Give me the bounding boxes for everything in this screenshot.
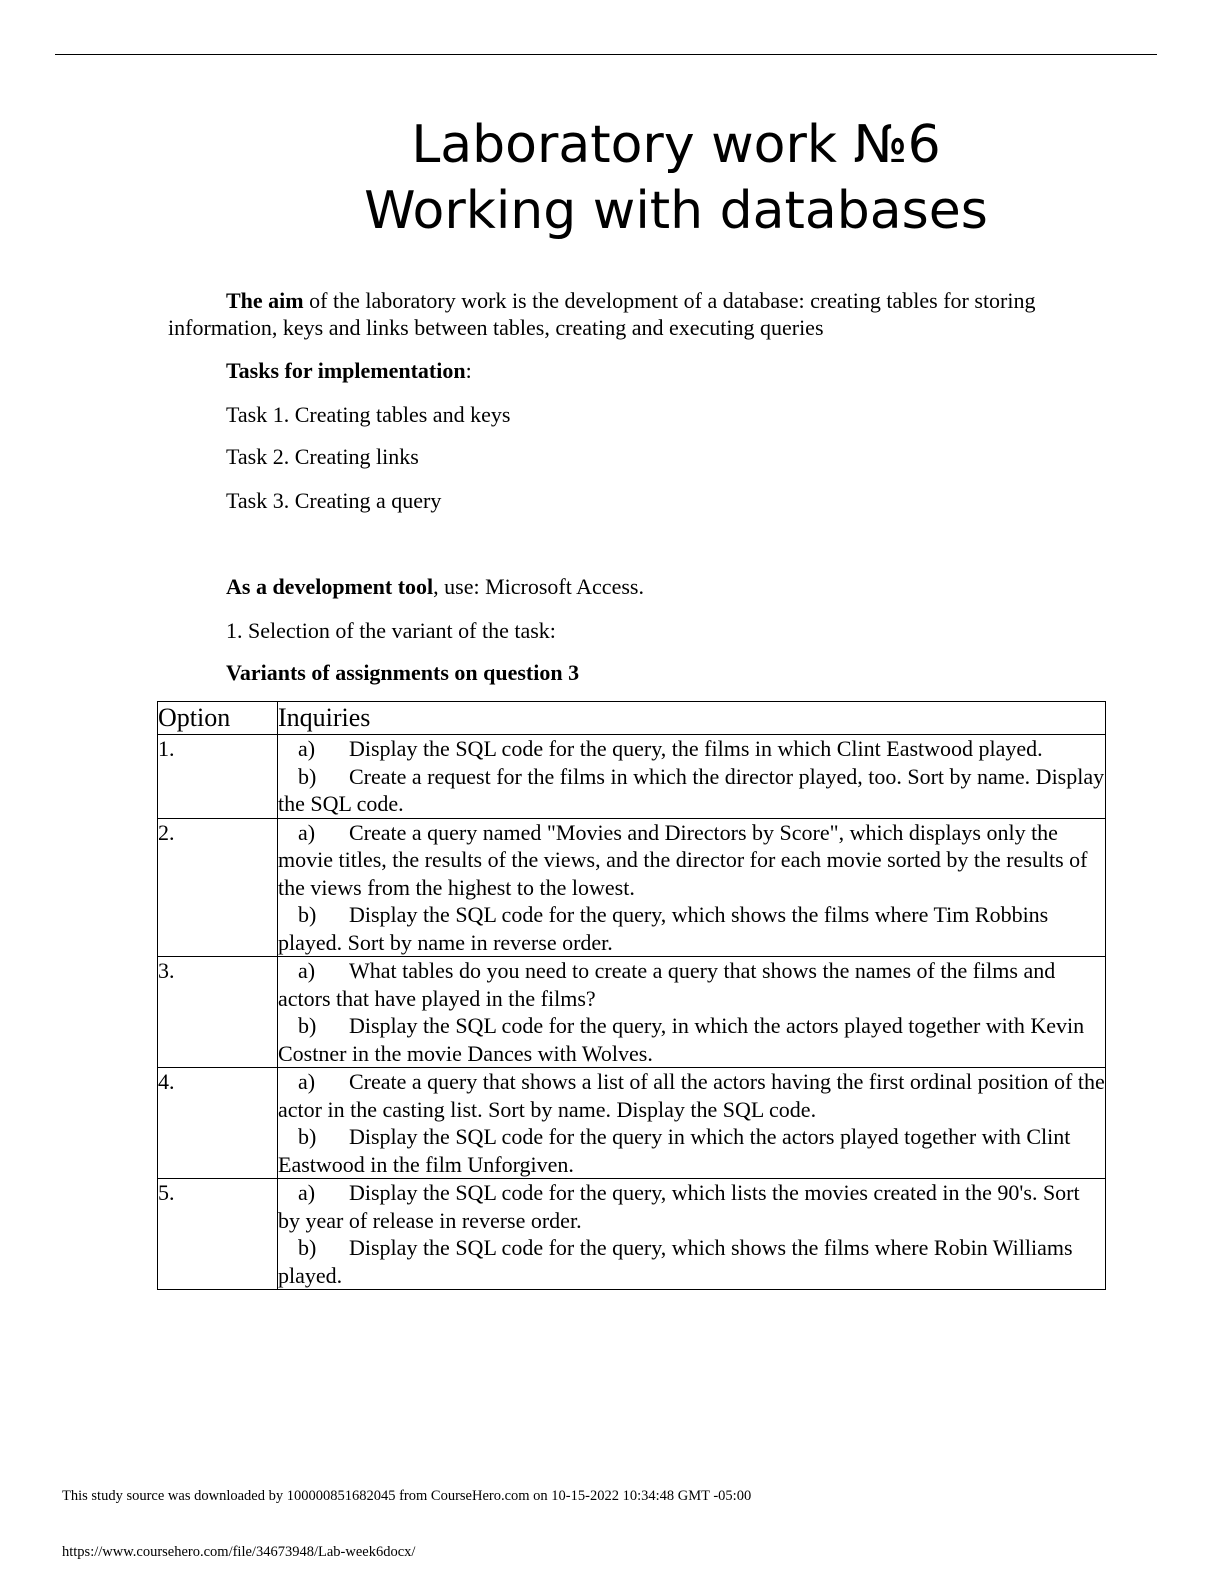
inquiry-b: b) Create a request for the films in which the director played, too. Sort by name. Display the SQL code.	[278, 763, 1105, 816]
option-number: 1.	[158, 735, 278, 819]
inquiry-a: a) Create a query that shows a list of all the actors having the first ordinal position of the actor in the casting list. Sort by name. Display the SQL code.	[278, 1069, 1105, 1122]
variants-heading-label: Variants of assignments on question 3	[226, 660, 580, 685]
tool-text: , use: Microsoft Access.	[433, 574, 644, 599]
option-number: 2.	[158, 818, 278, 957]
tool-label: As a development tool	[226, 574, 434, 599]
inquiry-b: b) Display the SQL code for the query, which shows the films where Tim Robbins played. Sort by name in reverse order.	[278, 902, 1049, 955]
tasks-heading-label: Tasks for implementation	[226, 358, 466, 383]
aim-label: The aim	[226, 288, 304, 313]
variants-table	[157, 701, 1106, 1290]
table-row	[158, 1179, 1106, 1290]
aim-paragraph	[168, 287, 1108, 341]
table-header-row	[158, 702, 1106, 735]
source-url-link[interactable]: https://www.coursehero.com/file/34673948/Lab-week6docx/	[62, 1544, 416, 1560]
task-item-2: Task 2. Creating links	[226, 444, 419, 469]
table-row	[158, 957, 1106, 1068]
title-line-1: Laboratory work №6	[411, 115, 941, 175]
task-item-1: Task 1. Creating tables and keys	[226, 402, 511, 427]
download-note: This study source was downloaded by 100000851682045 from CourseHero.com on 10-15-2022 10:34:48 GMT -05:00	[62, 1488, 752, 1504]
table-row	[158, 818, 1106, 957]
tool-paragraph	[226, 573, 1106, 600]
table-row	[158, 1068, 1106, 1179]
inquiry-a: a) Create a query named "Movies and Directors by Score", which displays only the movie titles, the results of the views, and the director for each movie sorted by the results of the views from the highest to the lowest.	[278, 819, 1088, 900]
header-option: Option	[158, 702, 278, 735]
header-rule	[55, 54, 1157, 55]
inquiry-a: a) Display the SQL code for the query, which lists the movies created in the 90's. Sort by year of release in reverse order.	[278, 1180, 1080, 1233]
tasks-heading-colon: :	[465, 358, 472, 383]
option-number: 4.	[158, 1068, 278, 1179]
inquiry-b: b) Display the SQL code for the query, which shows the films where Robin Williams played.	[278, 1235, 1073, 1288]
inquiries-cell	[278, 1179, 1106, 1290]
document-title	[0, 112, 1224, 244]
title-line-2: Working with databases	[364, 181, 988, 241]
task-item-3: Task 3. Creating a query	[226, 488, 442, 513]
tasks-heading	[226, 357, 1106, 384]
header-inquiries: Inquiries	[278, 702, 1106, 735]
inquiry-a: a) Display the SQL code for the query, the films in which Clint Eastwood played.	[298, 736, 1043, 761]
inquiries-cell	[278, 1068, 1106, 1179]
inquiry-b: b) Display the SQL code for the query in which the actors played together with Clint Eastwood in the film Unforgiven.	[278, 1124, 1071, 1177]
option-number: 5.	[158, 1179, 278, 1290]
variant-selection-text: 1. Selection of the variant of the task:	[226, 618, 556, 643]
option-number: 3.	[158, 957, 278, 1068]
inquiries-cell	[278, 957, 1106, 1068]
variants-heading	[226, 659, 1106, 686]
inquiry-a: a) What tables do you need to create a query that shows the names of the films and actors that have played in the films?	[278, 958, 1056, 1011]
inquiries-cell	[278, 735, 1106, 819]
inquiry-b: b) Display the SQL code for the query, in which the actors played together with Kevin Costner in the movie Dances with Wolves.	[278, 1013, 1085, 1066]
table-row	[158, 735, 1106, 819]
aim-text: of the laboratory work is the development of a database: creating tables for storing information, keys and links between tables, creating and executing queries	[168, 288, 1036, 340]
inquiries-cell	[278, 818, 1106, 957]
